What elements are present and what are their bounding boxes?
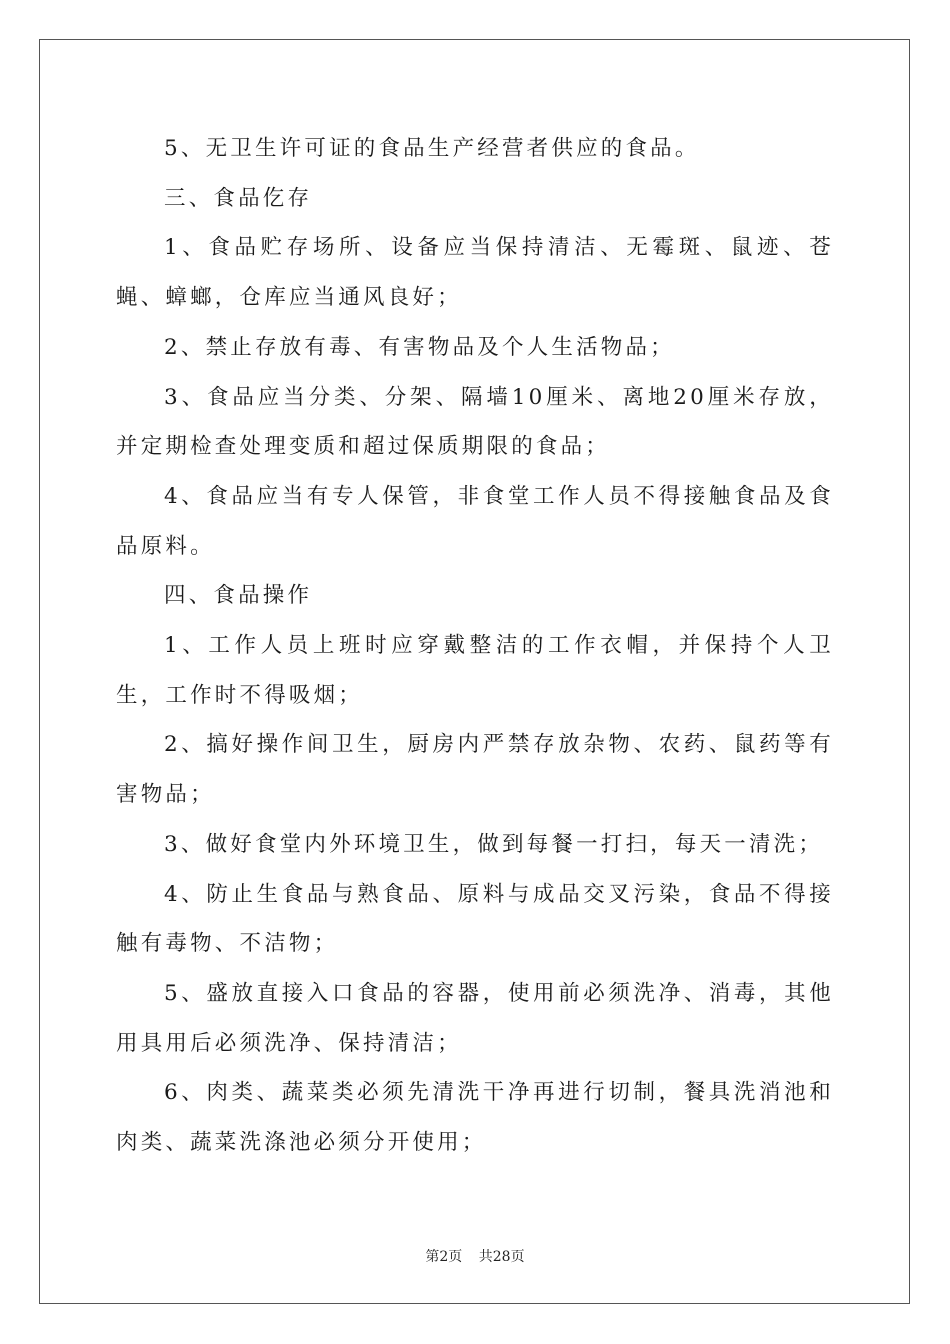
page-footer xyxy=(0,1246,950,1266)
paragraph: 2、禁止存放有毒、有害物品及个人生活物品； xyxy=(164,334,675,360)
document-body xyxy=(116,124,834,1168)
paragraph: 5、无卫生许可证的食品生产经营者供应的食品。 xyxy=(164,136,700,161)
paragraph: 6、肉类、蔬菜类必须先清洗干净再进行切制，餐具洗消池和肉类、蔬菜洗涤池必须分开使用； xyxy=(116,1080,834,1156)
paragraph: 1、工作人员上班时应穿戴整洁的工作衣帽，并保持个人卫生，工作时不得吸烟； xyxy=(116,633,834,708)
paragraph: 3、食品应当分类、分架、隔墙10厘米、离地20厘米存放，并定期检查处理变质和超过保质期限的食品； xyxy=(116,384,834,460)
section-heading: 四、食品操作 xyxy=(164,583,313,609)
paragraph: 1、食品贮存场所、设备应当保持清洁、无霉斑、鼠迹、苍蝇、蟑螂，仓库应当通风良好； xyxy=(116,235,834,311)
paragraph: 4、防止生食品与熟食品、原料与成品交叉污染，食品不得接触有毒物、不洁物； xyxy=(116,881,834,957)
paragraph: 3、做好食堂内外环境卫生，做到每餐一打扫，每天一清洗； xyxy=(164,831,824,857)
page-total: 共28页 xyxy=(478,1249,525,1265)
paragraph: 5、盛放直接入口食品的容器，使用前必须洗净、消毒，其他用具用后必须洗净、保持清洁； xyxy=(116,980,834,1056)
page-number: 第2页 xyxy=(425,1249,463,1265)
paragraph: 2、搞好操作间卫生，厨房内严禁存放杂物、农药、鼠药等有害物品； xyxy=(116,732,834,808)
paragraph: 4、食品应当有专人保管，非食堂工作人员不得接触食品及食品原料。 xyxy=(116,483,834,559)
section-heading: 三、食品仡存 xyxy=(164,185,313,211)
